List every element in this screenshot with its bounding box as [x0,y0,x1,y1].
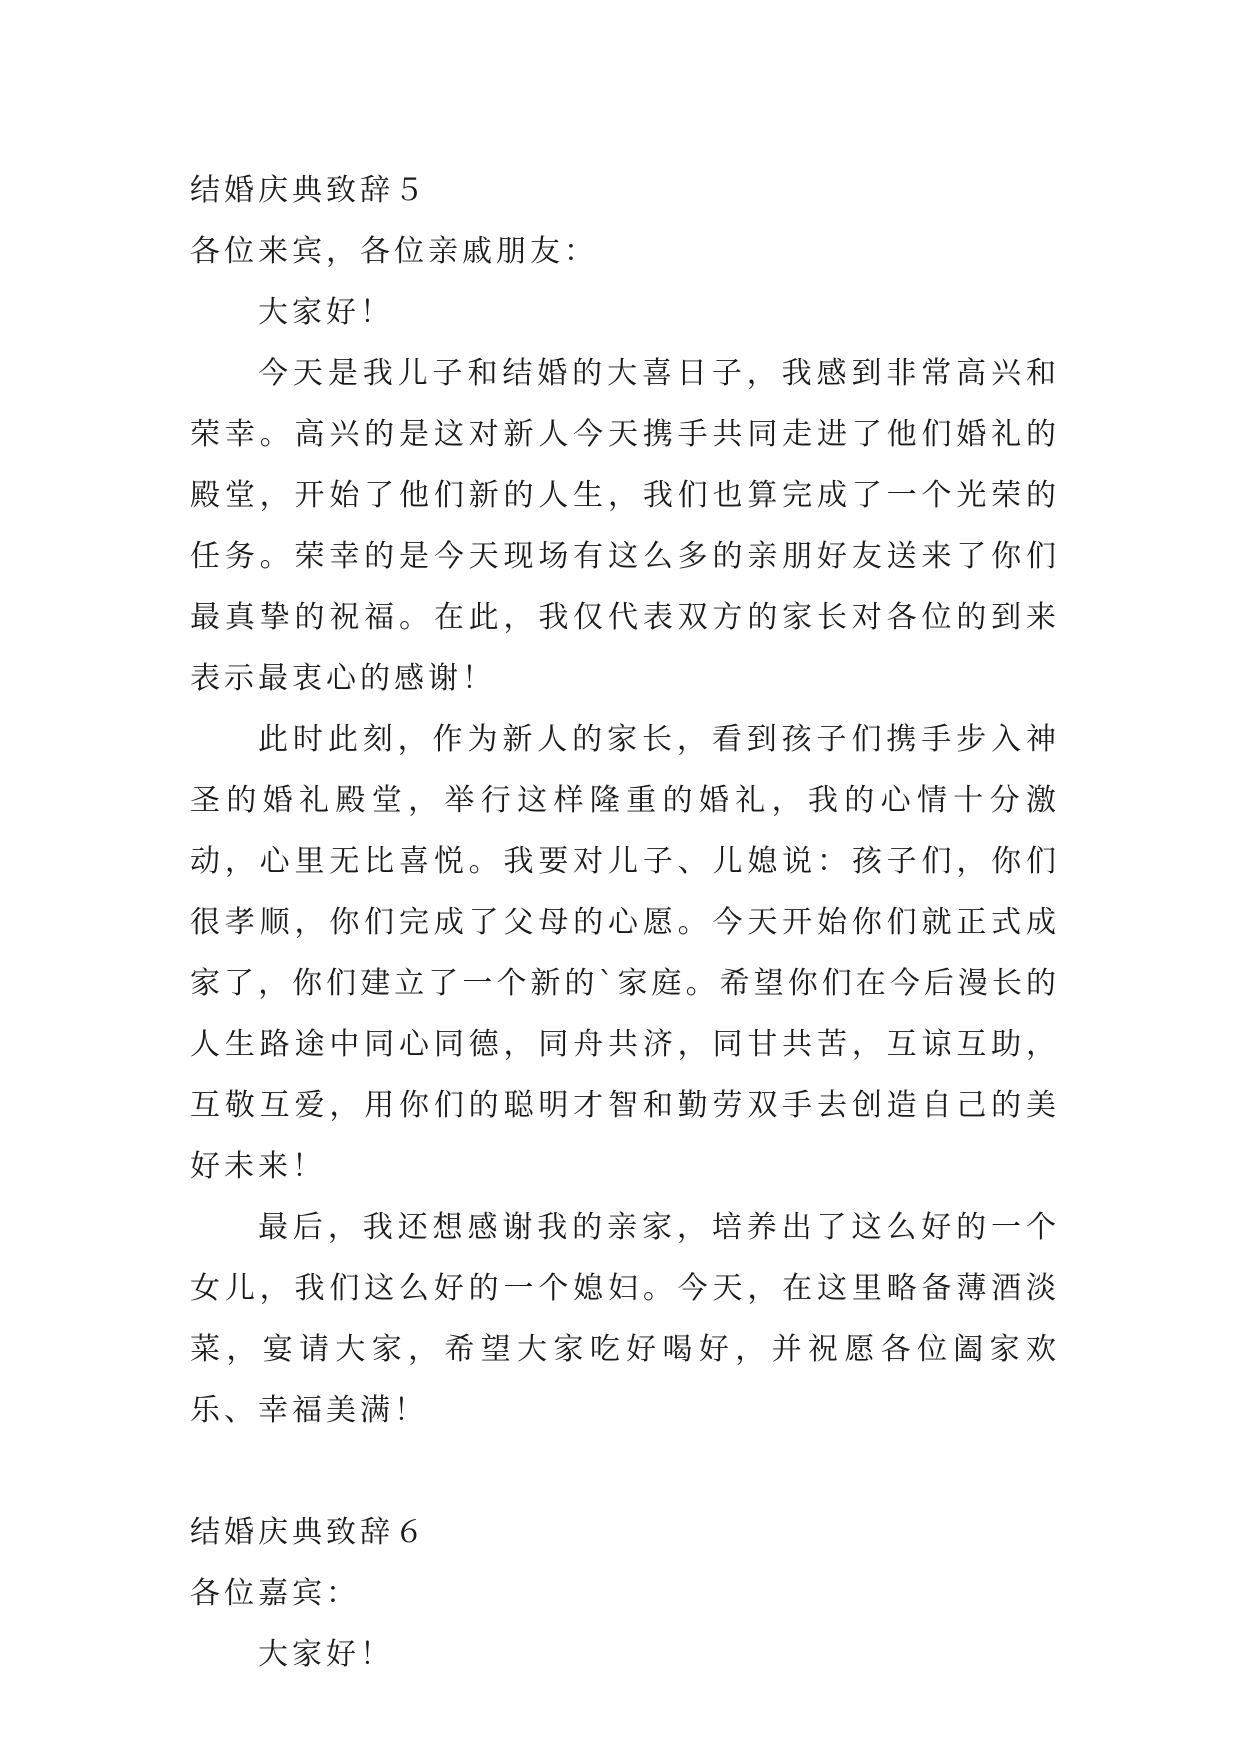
section-5-title: 结婚庆典致辞５ [190,173,428,208]
section-6-title: 结婚庆典致辞６ [190,1515,428,1550]
section-5-paragraph-2: 此时此刻，作为新人的家长，看到孩子们携手步入神圣的婚礼殿堂，举行这样隆重的婚礼，我的心情十分激动，心里无比喜悦。我要对儿子、儿媳说：孩子们，你们很孝顺，你们完成了父母的心愿。今天开始你们就正式成家了，你们建立了一个新的`家庭。希望你们在今后漫长的人生路途中同心同德，同舟共济，同甘共苦，互谅互助，互敬互爱，用你们的聪明才智和勤劳双手去创造自己的美好未来！ [190,722,1060,1184]
section-6-salutation: 各位嘉宾： [190,1576,360,1611]
document-page [190,160,1060,1685]
section-5-paragraph-3: 最后，我还想感谢我的亲家，培养出了这么好的一个女儿，我们这么好的一个媳妇。今天，在这里略备薄酒淡菜，宴请大家，希望大家吃好喝好，并祝愿各位阖家欢乐、幸福美满！ [190,1210,1060,1428]
section-6-greeting: 大家好！ [258,1637,394,1672]
section-5-greeting: 大家好！ [258,295,394,330]
section-5-paragraph-1: 今天是我儿子和结婚的大喜日子，我感到非常高兴和荣幸。高兴的是这对新人今天携手共同走进了他们婚礼的殿堂，开始了他们新的人生，我们也算完成了一个光荣的任务。荣幸的是今天现场有这么多的亲朋好友送来了你们最真挚的祝福。在此，我仅代表双方的家长对各位的到来表示最衷心的感谢！ [190,356,1060,696]
section-divider-space [190,1441,1060,1502]
section-5-salutation: 各位来宾，各位亲戚朋友： [190,234,598,269]
